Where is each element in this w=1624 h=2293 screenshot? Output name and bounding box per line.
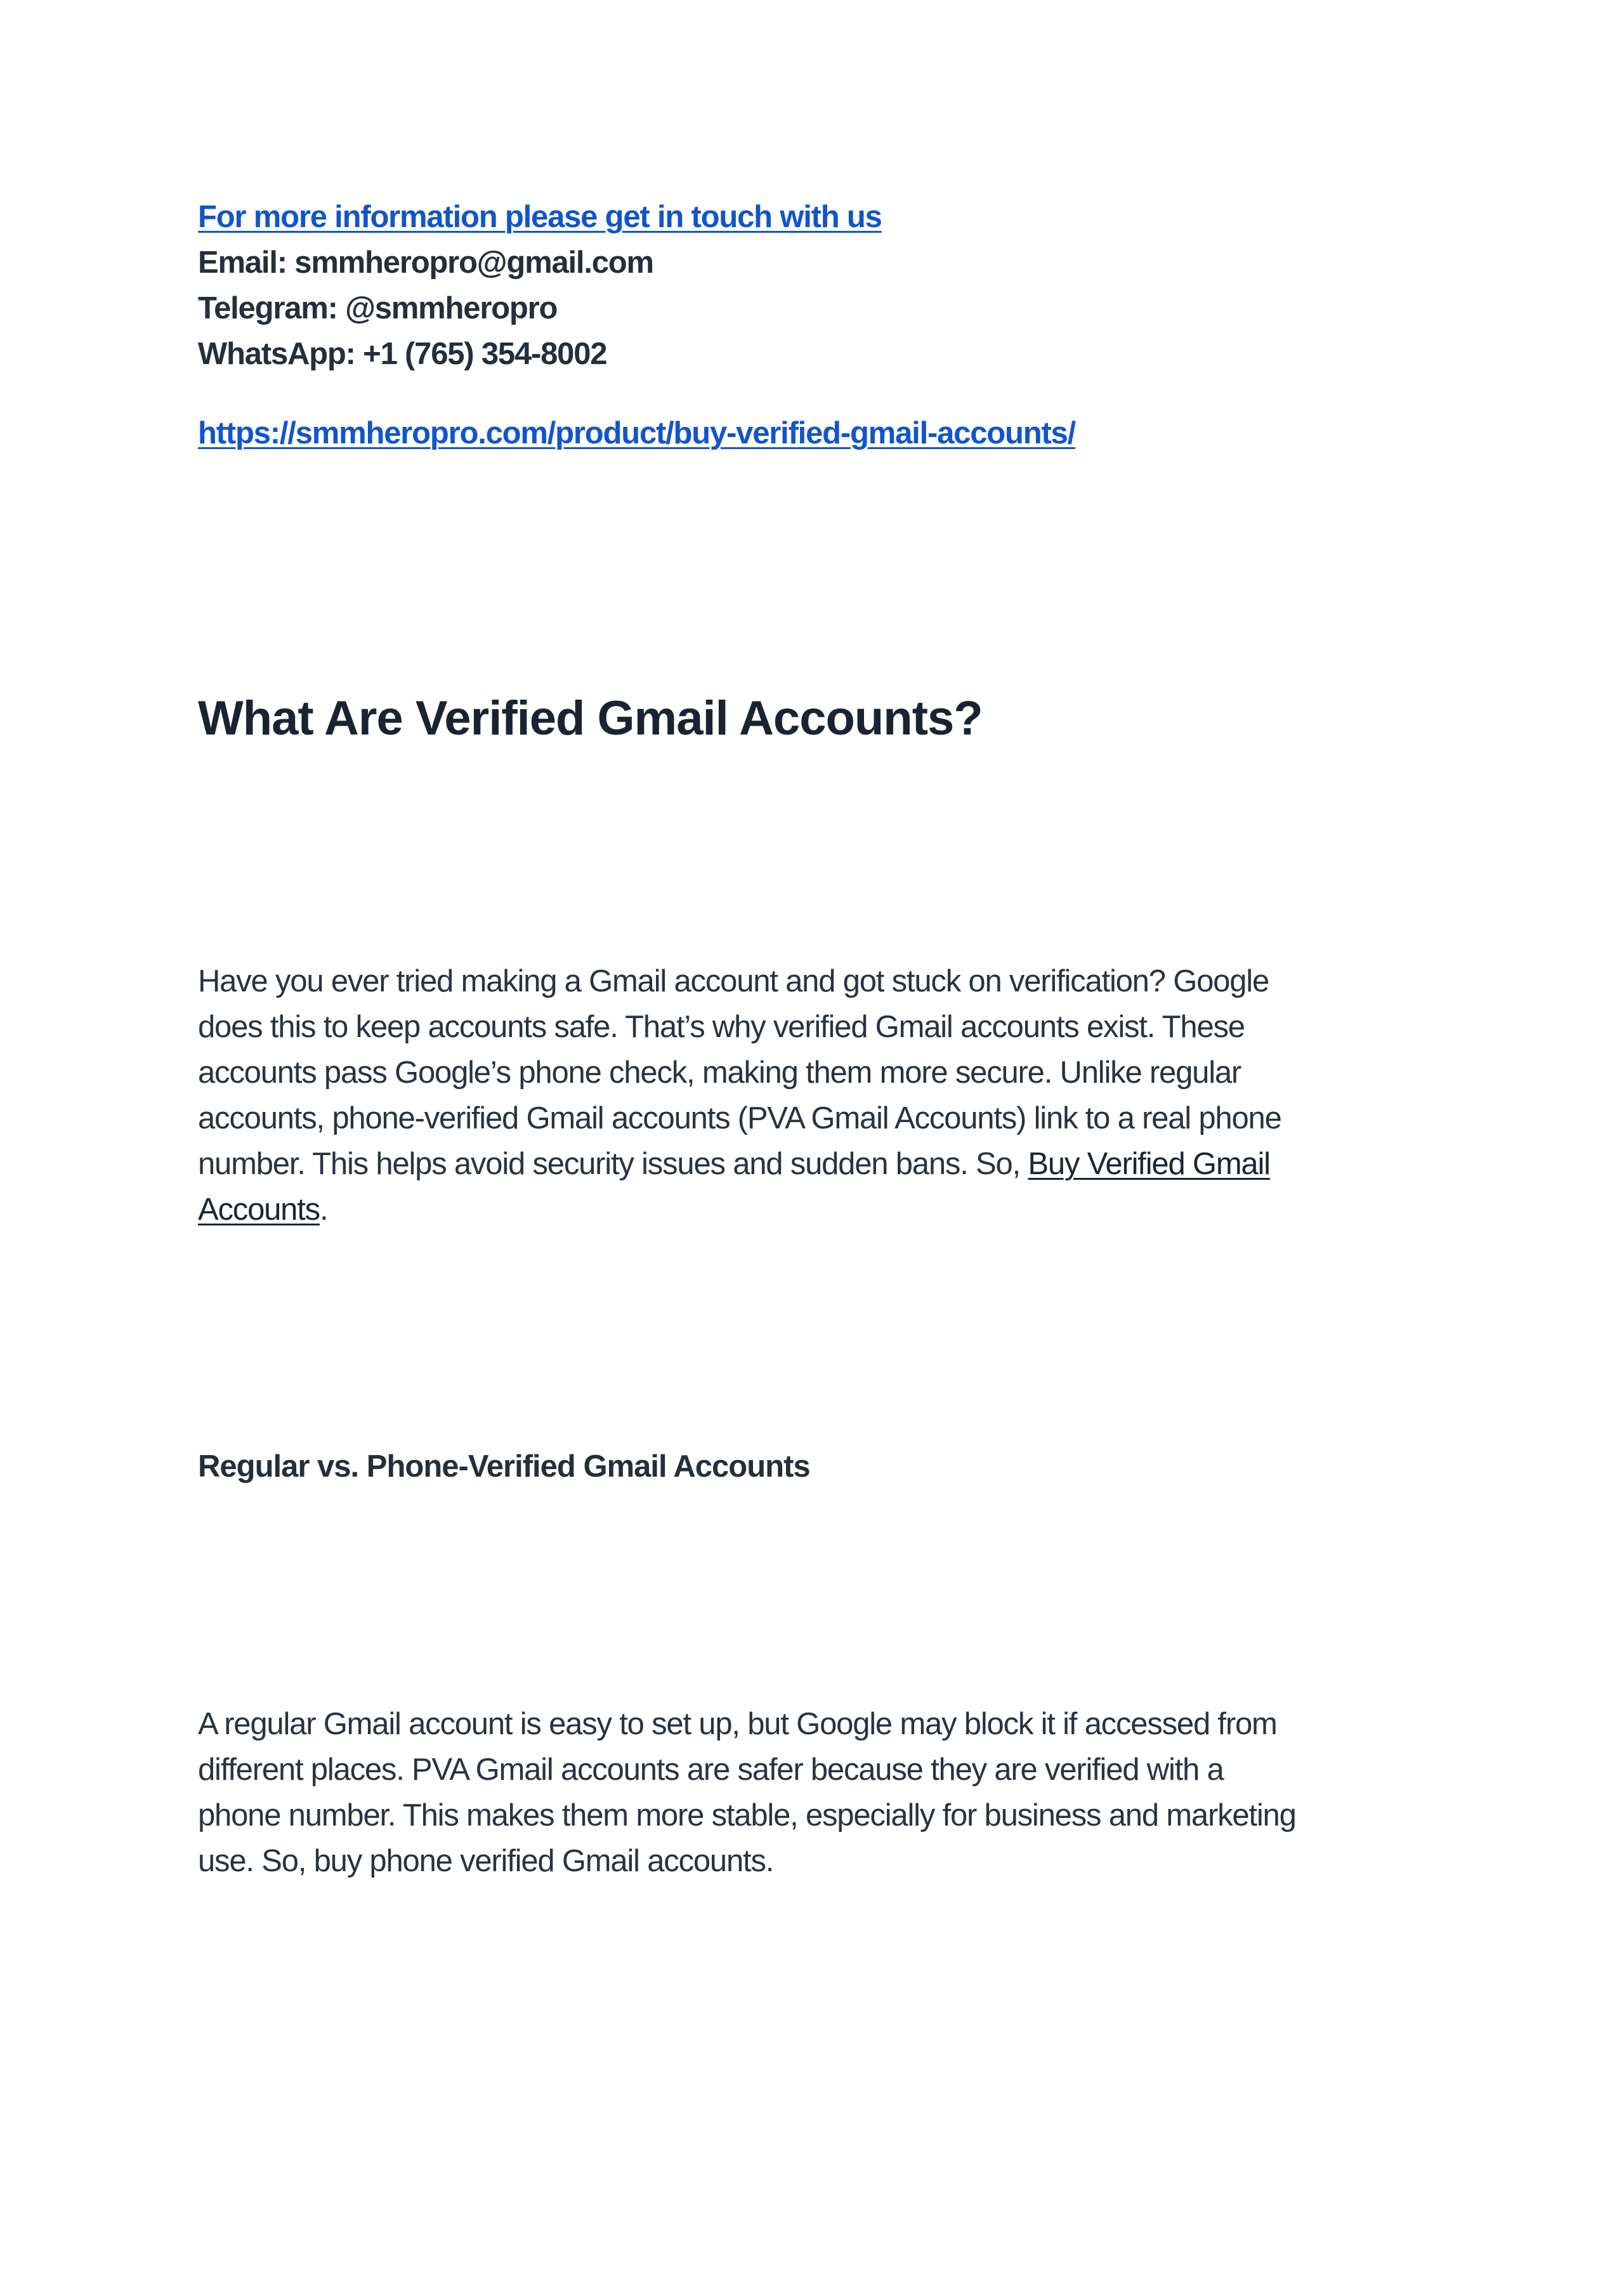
section1-heading: What Are Verified Gmail Accounts? (198, 691, 983, 745)
paragraph-line: accounts, phone-verified Gmail accounts (PVA Gmail Accounts) link to a real phone (198, 1101, 1281, 1135)
paragraph-line: Have you ever tried making a Gmail account and got stuck on verification? Google (198, 964, 1269, 998)
contact-block (198, 194, 882, 377)
buy-verified-gmail-link[interactable]: Buy Verified Gmail (1028, 1147, 1270, 1181)
paragraph-line: use. So, buy phone verified Gmail accounts. (198, 1844, 774, 1878)
section1-heading-wrap (198, 690, 983, 747)
contact-cta-link[interactable]: For more information please get in touch with us (198, 200, 882, 234)
section2-heading-wrap (198, 1444, 810, 1489)
paragraph-line: phone number. This makes them more stable, especially for business and marketing (198, 1798, 1296, 1832)
paragraph-line: accounts pass Google’s phone check, making them more secure. Unlike regular (198, 1055, 1241, 1090)
section2-paragraph (198, 1701, 1296, 1884)
buy-verified-gmail-link-cont[interactable]: Accounts (198, 1192, 320, 1227)
product-url-link[interactable]: https://smmheropro.com/product/buy-verified-gmail-accounts/ (198, 416, 1076, 450)
product-url-block (198, 410, 1075, 456)
section1-paragraph (198, 958, 1281, 1232)
section2-heading: Regular vs. Phone-Verified Gmail Accounts (198, 1449, 810, 1484)
contact-telegram: Telegram: @smmheropro (198, 291, 558, 325)
paragraph-line: does this to keep accounts safe. That’s why verified Gmail accounts exist. These (198, 1010, 1245, 1044)
contact-email: Email: smmheropro@gmail.com (198, 245, 653, 280)
paragraph-line: number. This helps avoid security issues and sudden bans. So, (198, 1147, 1028, 1181)
paragraph-line: A regular Gmail account is easy to set up, but Google may block it if accessed from (198, 1707, 1277, 1741)
paragraph-line: different places. PVA Gmail accounts are safer because they are verified with a (198, 1753, 1224, 1787)
period: . (319, 1192, 328, 1227)
contact-whatsapp: WhatsApp: +1 (765) 354-8002 (198, 337, 607, 371)
